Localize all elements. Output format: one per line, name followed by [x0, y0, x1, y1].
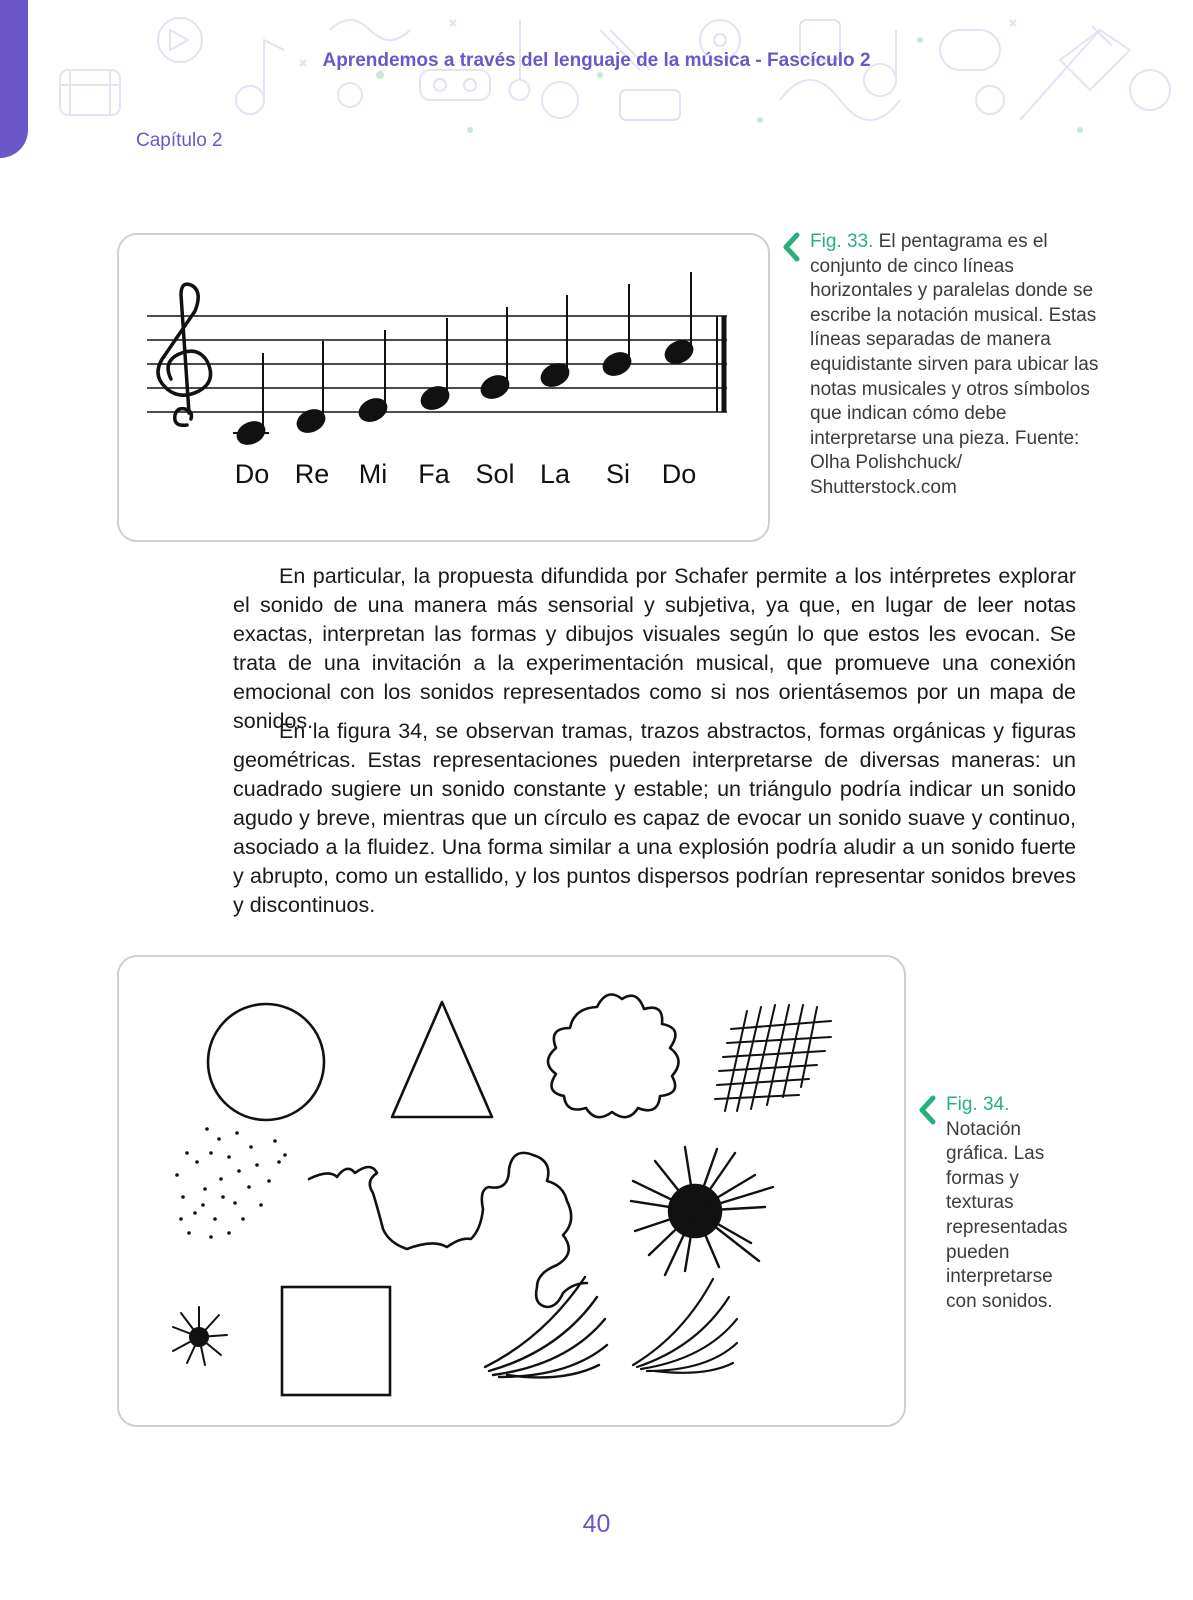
- music-doodle-header: [0, 0, 1193, 150]
- body-paragraph-2: [233, 717, 1076, 920]
- note-si: [600, 284, 634, 379]
- note-sol: [478, 307, 512, 402]
- note-fa: [418, 318, 452, 413]
- figure-34-graphic-notation: [117, 955, 906, 1427]
- note-do: [233, 353, 269, 448]
- square-shape: [282, 1287, 390, 1395]
- circle-shape: [208, 1004, 324, 1120]
- note-label-do: Do: [234, 459, 270, 489]
- note-label-sol: Sol: [475, 459, 515, 489]
- body-paragraph-1: [233, 562, 1076, 736]
- staff-illustration: [119, 235, 768, 540]
- figure-34-label: Fig. 34.: [946, 1094, 1010, 1115]
- figure-33-staff: [117, 233, 770, 542]
- note-mi: [356, 330, 390, 425]
- page-number: 40: [582, 1510, 611, 1538]
- chevron-left-icon: [918, 1095, 936, 1125]
- triangle-shape: [392, 1002, 492, 1117]
- paragraph-text: En particular, la propuesta difundida por Schafer permite a los intérpretes explorar el sonido de una manera más sensorial y subjetiva, ya que, en lugar de leer notas exactas, interpretan las formas y dibujos visuales según lo que estos les evocan. Se trata de una invitación a la experimentación musical, que promueve una conexión emocional con los sonidos representados como si nos orientásemos por un mapa de sonidos.: [233, 564, 1076, 733]
- note-label-mi: Mi: [358, 459, 388, 489]
- chevron-left-icon: [782, 232, 800, 262]
- figure-34-caption: [946, 1093, 1086, 1314]
- figure-34-caption-text: Notación gráfica. Las formas y texturas representadas pueden interpretarse con sonidos.: [946, 1118, 1068, 1312]
- figure-33-caption: [810, 230, 1100, 501]
- small-burst-shape: [173, 1307, 227, 1365]
- running-title: Aprendemos a través del lenguaje de la música - Fascículo 2: [322, 50, 871, 71]
- note-label-fa: Fa: [418, 459, 450, 489]
- graphic-notation-illustration: [119, 957, 904, 1425]
- note-label-la: La: [539, 459, 571, 489]
- scattered-dots: [175, 1127, 287, 1239]
- paragraph-text: En la figura 34, se observan tramas, trazos abstractos, formas orgánicas y figuras geométricas. Estas representaciones pueden interpretarse de diversas maneras: un cuadrado sugiere un sonido constante y estable; un triángulo podría indicar un sonido agudo y breve, mientras que un círculo es capaz de evocar un sonido suave y continuo, asociado a la fluidez. Una forma similar a una explosión podría aludir a un sonido fuerte y abrupto, como un estallido, y los puntos dispersos podrían representar sonidos breves y discontinuos.: [233, 719, 1076, 917]
- figure-33-label: Fig. 33.: [810, 231, 874, 252]
- figure-33-caption-text: El pentagrama es el conjunto de cinco líneas horizontales y paralelas donde se escribe la notación musical. Estas líneas separadas de manera equidistante sirven para ubicar las notas musicales y otros símbolos que indican cómo debe interpretarse una pieza. Fuente: Olha Polishchuck/ Shutterstock.com: [810, 231, 1099, 498]
- treble-clef-icon: [158, 284, 211, 425]
- note-label-do-high: Do: [661, 459, 697, 489]
- sweep-strokes-left: [485, 1277, 607, 1377]
- organic-line-shape: [309, 1153, 587, 1307]
- cloud-shape: [548, 995, 679, 1118]
- chapter-label: Capítulo 2: [136, 130, 223, 151]
- note-label-si: Si: [605, 459, 631, 489]
- sweep-strokes-right: [633, 1279, 737, 1373]
- chapter-side-tab: [0, 0, 28, 158]
- note-do-high: [662, 272, 696, 367]
- crosshatch-texture: [715, 1005, 831, 1111]
- explosion-shape: [631, 1147, 773, 1275]
- note-label-re: Re: [294, 459, 330, 489]
- note-la: [538, 295, 572, 390]
